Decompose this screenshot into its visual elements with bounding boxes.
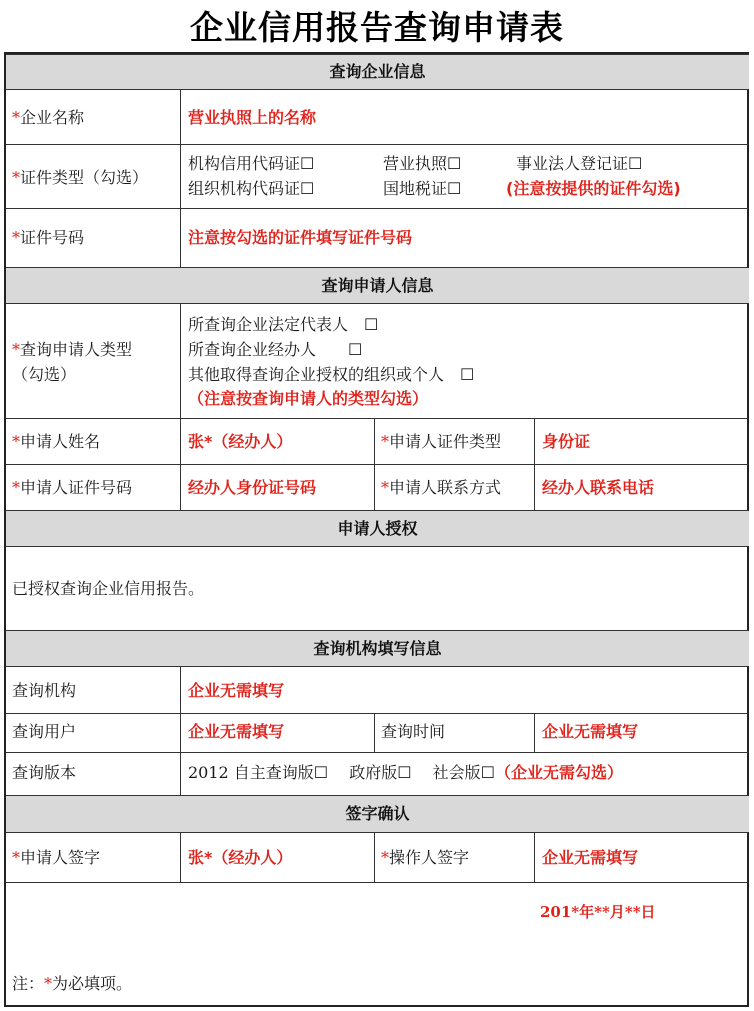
section-header-enterprise: 查询企业信息	[6, 54, 749, 90]
column-divider	[180, 304, 181, 510]
cert-option-org-code[interactable]: 组织机构代码证☐	[188, 179, 315, 198]
section-header-applicant: 查询申请人信息	[6, 267, 749, 304]
applicant-signature-label: *申请人签字	[12, 848, 101, 867]
column-divider	[180, 90, 181, 268]
row-divider	[6, 418, 749, 419]
form-title: 企业信用报告查询申请表	[190, 8, 564, 47]
column-divider	[534, 833, 535, 882]
applicant-contact-value[interactable]: 经办人联系电话	[542, 478, 655, 497]
applicant-id-type-label: *申请人证件类型	[381, 432, 502, 451]
cert-number-label: *证件号码	[12, 228, 85, 247]
row-divider	[6, 713, 749, 714]
applicant-type-option-agent[interactable]: 所查询企业经办人 ☐	[188, 340, 363, 359]
applicant-id-number-label: *申请人证件号码	[12, 478, 133, 497]
applicant-id-number-value[interactable]: 经办人身份证号码	[188, 478, 317, 497]
query-user-value[interactable]: 企业无需填写	[188, 722, 285, 741]
query-user-label: 查询用户	[12, 722, 77, 741]
authorization-text: 已授权查询企业信用报告。	[12, 579, 205, 598]
section-header-authorization: 申请人授权	[6, 510, 749, 547]
section-header-institution: 查询机构填写信息	[6, 630, 749, 667]
column-divider	[374, 833, 375, 882]
row-divider	[6, 752, 749, 753]
row-divider	[6, 208, 749, 209]
row-divider	[6, 464, 749, 465]
column-divider	[180, 667, 181, 795]
cert-note: (注意按提供的证件勾选)	[506, 179, 681, 198]
applicant-type-label: *查询申请人类型	[12, 340, 133, 359]
cert-type-label: *证件类型（勾选）	[12, 168, 149, 187]
row-divider	[6, 144, 749, 145]
column-divider	[180, 833, 181, 882]
row-divider	[6, 882, 749, 883]
query-institution-value[interactable]: 企业无需填写	[188, 681, 285, 700]
applicant-type-label-hint: （勾选）	[12, 365, 77, 384]
query-time-value[interactable]: 企业无需填写	[542, 722, 639, 741]
operator-signature-label: *操作人签字	[381, 848, 470, 867]
cert-option-institution-reg[interactable]: 事业法人登记证☐	[516, 154, 643, 173]
cert-option-business-license[interactable]: 营业执照☐	[383, 154, 462, 173]
enterprise-name-label: *企业名称	[12, 108, 85, 127]
applicant-contact-label: *申请人联系方式	[381, 478, 502, 497]
applicant-name-value[interactable]: 张*（经办人）	[188, 432, 293, 451]
column-divider	[534, 713, 535, 753]
column-divider	[374, 713, 375, 753]
operator-signature-value[interactable]: 企业无需填写	[542, 848, 639, 867]
query-version-label: 查询版本	[12, 763, 77, 782]
cert-option-tax[interactable]: 国地税证☐	[383, 179, 462, 198]
applicant-signature-value[interactable]: 张*（经办人）	[188, 848, 293, 867]
query-institution-label: 查询机构	[12, 681, 77, 700]
query-version-options[interactable]: 2012 自主查询版☐ 政府版☐ 社会版☐（企业无需勾选）	[188, 763, 624, 782]
applicant-type-note: （注意按查询申请人的类型勾选）	[188, 389, 429, 408]
applicant-id-type-value[interactable]: 身份证	[542, 432, 591, 451]
applicant-name-label: *申请人姓名	[12, 432, 101, 451]
applicant-type-option-legal-rep[interactable]: 所查询企业法定代表人 ☐	[188, 315, 379, 334]
cert-number-value[interactable]: 注意按勾选的证件填写证件号码	[188, 228, 413, 247]
section-header-signature: 签字确认	[6, 795, 749, 833]
signature-date[interactable]: 201*年**月**日	[540, 903, 656, 921]
cert-option-credit-code[interactable]: 机构信用代码证☐	[188, 154, 315, 173]
applicant-type-option-other[interactable]: 其他取得查询企业授权的组织或个人 ☐	[188, 365, 475, 384]
footer-note: 注：*为必填项。	[12, 974, 133, 993]
query-time-label: 查询时间	[381, 722, 446, 741]
enterprise-name-value[interactable]: 营业执照上的名称	[188, 108, 317, 127]
